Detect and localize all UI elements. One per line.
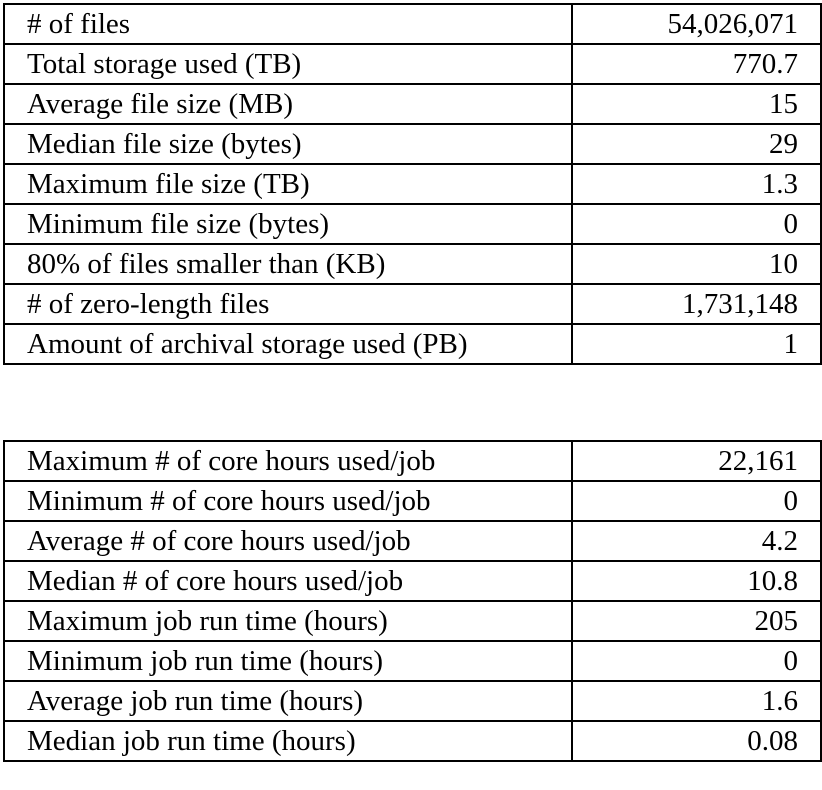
row-label: Minimum # of core hours used/job xyxy=(4,481,572,521)
row-value: 0 xyxy=(572,204,821,244)
row-label: 80% of files smaller than (KB) xyxy=(4,244,572,284)
row-label: Average # of core hours used/job xyxy=(4,521,572,561)
row-label: Median file size (bytes) xyxy=(4,124,572,164)
table-row xyxy=(4,521,821,561)
table-row xyxy=(4,44,821,84)
table-row xyxy=(4,441,821,481)
row-label: Median # of core hours used/job xyxy=(4,561,572,601)
row-value: 1.6 xyxy=(572,681,821,721)
row-value: 0 xyxy=(572,641,821,681)
table-row xyxy=(4,164,821,204)
row-value: 10 xyxy=(572,244,821,284)
row-label: Average job run time (hours) xyxy=(4,681,572,721)
table-row xyxy=(4,641,821,681)
row-label: Maximum file size (TB) xyxy=(4,164,572,204)
row-label: # of files xyxy=(4,4,572,44)
row-value: 54,026,071 xyxy=(572,4,821,44)
row-label: Minimum job run time (hours) xyxy=(4,641,572,681)
row-label: Minimum file size (bytes) xyxy=(4,204,572,244)
row-label: Maximum job run time (hours) xyxy=(4,601,572,641)
storage-stats-table xyxy=(3,3,822,365)
job-stats-table xyxy=(3,440,822,762)
row-value: 10.8 xyxy=(572,561,821,601)
table-row xyxy=(4,481,821,521)
row-value: 22,161 xyxy=(572,441,821,481)
table-row xyxy=(4,4,821,44)
table-row xyxy=(4,204,821,244)
row-value: 0 xyxy=(572,481,821,521)
row-value: 15 xyxy=(572,84,821,124)
table-row xyxy=(4,601,821,641)
row-value: 1,731,148 xyxy=(572,284,821,324)
row-value: 4.2 xyxy=(572,521,821,561)
row-value: 1.3 xyxy=(572,164,821,204)
table-row xyxy=(4,284,821,324)
row-value: 0.08 xyxy=(572,721,821,761)
table-row xyxy=(4,681,821,721)
row-value: 1 xyxy=(572,324,821,364)
row-label: # of zero-length files xyxy=(4,284,572,324)
table-row xyxy=(4,324,821,364)
table-row xyxy=(4,561,821,601)
table-row xyxy=(4,84,821,124)
row-label: Amount of archival storage used (PB) xyxy=(4,324,572,364)
row-label: Maximum # of core hours used/job xyxy=(4,441,572,481)
table-row xyxy=(4,244,821,284)
table-row xyxy=(4,721,821,761)
row-value: 770.7 xyxy=(572,44,821,84)
row-value: 205 xyxy=(572,601,821,641)
row-label: Average file size (MB) xyxy=(4,84,572,124)
table-row xyxy=(4,124,821,164)
row-label: Total storage used (TB) xyxy=(4,44,572,84)
row-label: Median job run time (hours) xyxy=(4,721,572,761)
row-value: 29 xyxy=(572,124,821,164)
